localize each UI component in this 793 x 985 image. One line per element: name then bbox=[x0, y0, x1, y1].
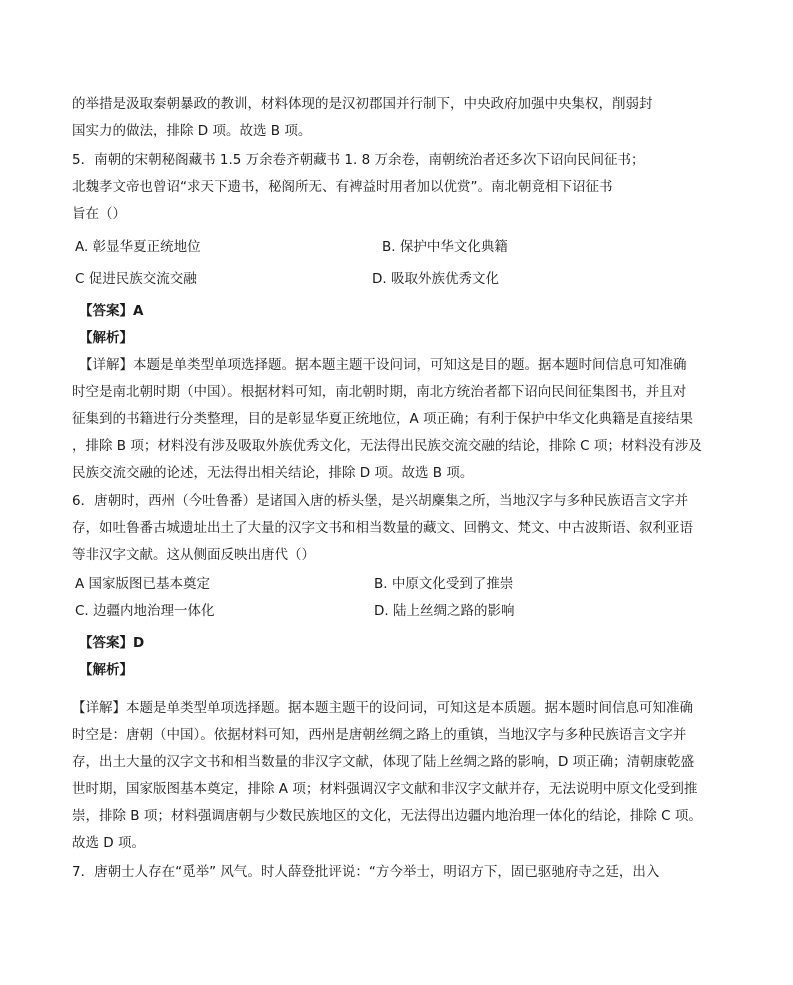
q5-detail-line-3: 征集到的书籍进行分类整理，目的是彰显华夏正统地位，A 项正确；有利于保护中华文化典籍是直接结果 bbox=[72, 411, 694, 427]
q6-detail-line-4: 世时期，国家版图基本奠定，排除 A 项；材料强调汉字文献和非汉字文献并存，无法说明中原文化受到推 bbox=[72, 781, 698, 797]
q6-option-a: A 国家版图已基本奠定 bbox=[75, 576, 211, 592]
q5-detail-line-4: ，排除 B 项；材料没有涉及吸取外族优秀文化，无法得出民族交流交融的结论，排除 C 项；材料没有涉及 bbox=[72, 438, 702, 454]
q6-option-d: D. 陆上丝绸之路的影响 bbox=[374, 603, 515, 619]
q5-detail-line-1: 【详解】本题是单类型单项选择题。据本题主题干设问词，可知这是目的题。据本题时间信息可知准确 bbox=[79, 357, 687, 373]
q6-option-c: C. 边疆内地治理一体化 bbox=[75, 603, 215, 619]
q6-detail-line-1: 【详解】本题是单类型单项选择题。据本题主题干的设问词，可知这是本质题。据本题时间信息可知准确 bbox=[72, 700, 693, 716]
q7-stem-line-1: 7．唐朝士人存在“觅举” 风气。时人薛登批评说：“方今举士，明诏方下，固已驱驰府寺之廷，出入 bbox=[72, 864, 660, 880]
q6-analysis-title: 【解析】 bbox=[79, 662, 133, 678]
q5-stem-line-3: 旨在（） bbox=[72, 206, 126, 222]
q6-detail-line-2: 时空是：唐朝（中国）。依据材料可知，西州是唐朝丝绸之路上的重镇，当地汉字与多种民族语言文字并 bbox=[72, 727, 687, 743]
q6-stem-line-1: 6．唐朝时，西州（今吐鲁番）是诸国入唐的桥头堡，是兴胡麇集之所，当地汉字与多种民族语言文字并 bbox=[72, 493, 689, 509]
q5-analysis-title: 【解析】 bbox=[79, 330, 133, 346]
q5-option-c: C 促进民族交流交融 bbox=[75, 271, 197, 287]
intro-line-2: 国实力的做法，排除 D 项。故选 B 项。 bbox=[72, 123, 312, 139]
q5-option-d: D. 吸取外族优秀文化 bbox=[372, 271, 499, 287]
q5-answer: 【答案】A bbox=[79, 303, 144, 319]
q5-detail-line-5: 民族交流交融的论述，无法得出相关结论，排除 D 项。故选 B 项。 bbox=[72, 465, 474, 481]
q6-option-b: B. 中原文化受到了推崇 bbox=[374, 576, 514, 592]
q5-stem-line-1: 5．南朝的宋朝秘阁藏书 1.5 万余卷齐朝藏书 1. 8 万余卷，南朝统治者还多次下诏向民间征书； bbox=[72, 152, 645, 168]
q6-detail-line-3: 存，出土大量的汉字文书和相当数量的非汉字文献，体现了陆上丝绸之路的影响，D 项正确；清朝康乾盛 bbox=[72, 754, 695, 770]
intro-line-1: 的举措是汲取秦朝暴政的教训，材料体现的是汉初郡国并行制下，中央政府加强中央集权，削弱封 bbox=[72, 96, 653, 112]
q6-detail-line-5: 崇，排除 B 项；材料强调唐朝与少数民族地区的文化，无法得出边疆内地治理一体化的结论，排除 C 项。 bbox=[72, 808, 702, 824]
q5-stem-line-2: 北魏孝文帝也曾诏“求天下遗书，秘阁所无、有裨益时用者加以优赏”。南北朝竟相下诏征书 bbox=[72, 179, 613, 195]
q6-answer: 【答案】D bbox=[79, 635, 145, 651]
q5-option-a: A. 彰显华夏正统地位 bbox=[75, 239, 201, 255]
q5-option-b: B. 保护中华文化典籍 bbox=[382, 239, 508, 255]
q6-stem-line-3: 等非汉字文献。这从侧面反映出唐代（） bbox=[72, 547, 315, 563]
q6-stem-line-2: 存，如吐鲁番古城遗址出土了大量的汉字文书和相当数量的藏文、回鹘文、梵文、中古波斯语、叙利亚语 bbox=[72, 520, 693, 536]
q6-detail-line-6: 故选 D 项。 bbox=[72, 835, 145, 851]
q5-detail-line-2: 时空是南北朝时期（中国）。根据材料可知，南北朝时期，南北方统治者都下诏向民间征集图书，并且对 bbox=[72, 384, 687, 400]
